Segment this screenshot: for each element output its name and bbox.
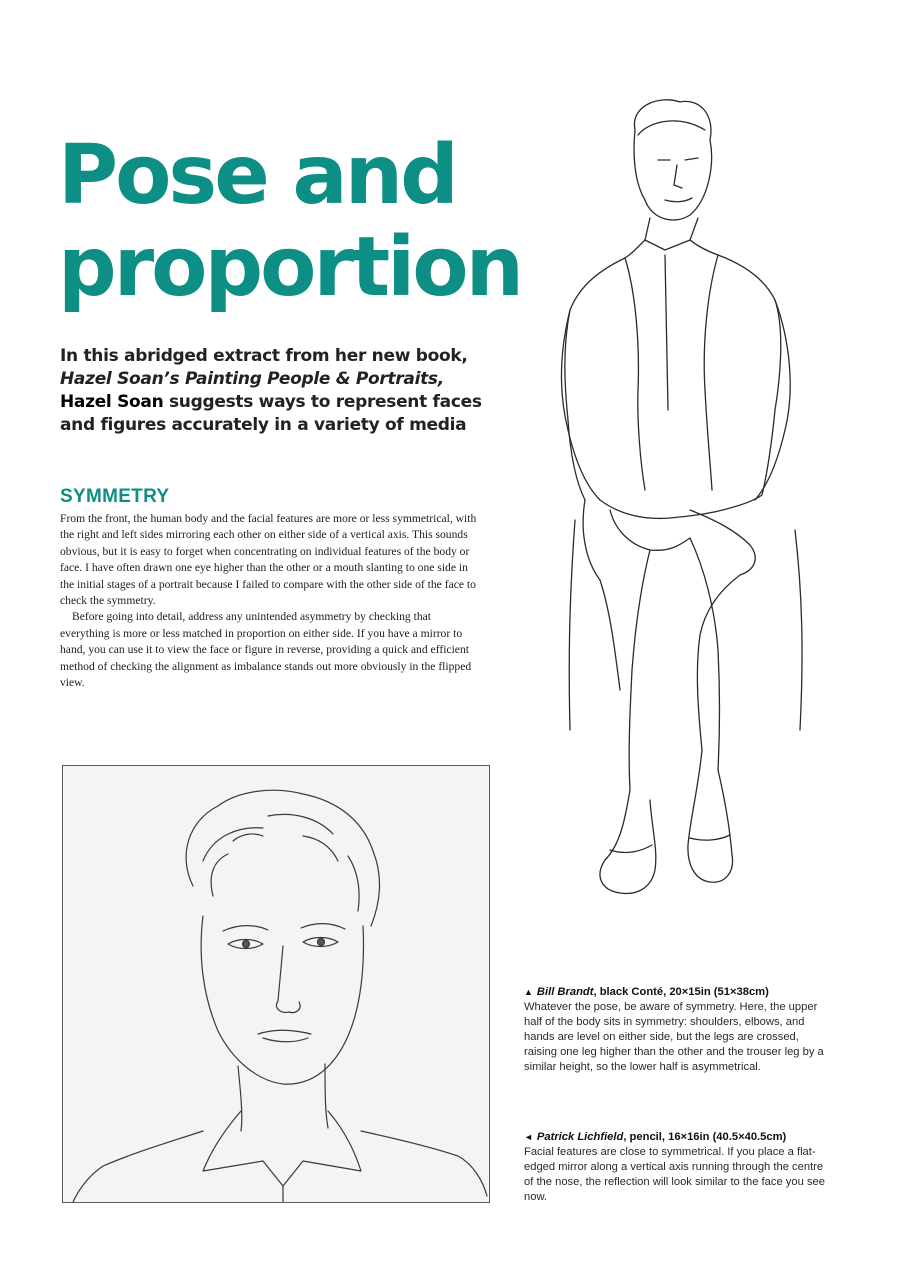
caption-text: Whatever the pose, be aware of symmetry. Here, the upper half of the body sits in symmetry: shoulders, elbows, and hands are level on either side, but the legs are crossed, raising one leg higher than the other and the trouser leg by a similar height, so the lower half is asymmetrical. xyxy=(524,1001,824,1073)
book-title: Hazel Soan’s Painting People & Portraits, xyxy=(60,369,444,389)
body-paragraph: From the front, the human body and the facial features are more or less symmetrical, with the right and left sides mirroring each other on either side of a vertical axis. This sounds obvious, but it is easy to forget when concentrating on individual features of the body or face. I have often drawn one eye higher than the other or a mouth slanting to one side in the initial stages of a portrait because I failed to compare with the other side of the face to check the symmetry. xyxy=(60,512,477,608)
seated-figure-sketch xyxy=(540,90,840,950)
standfirst-intro: In this abridged extract from her new book, xyxy=(60,346,468,366)
author-name: Hazel Soan xyxy=(60,392,164,412)
caption-arrow-left-icon: ◄ xyxy=(524,1132,533,1142)
caption-sitter: Bill Brandt xyxy=(536,986,594,998)
title-line-1: Pose and xyxy=(58,128,456,223)
caption-details: , black Conté, 20×15in (51×38cm) xyxy=(593,986,769,998)
body-paragraph: Before going into detail, address any unintended asymmetry by checking that everything is more or less matched in proportion on either side. If you have a mirror to hand, you can use it to view the face or figure in reverse, providing a quick and efficient method of checking the alignment as imbalance stands out more obviously in the flipped view. xyxy=(60,610,472,690)
standfirst xyxy=(60,345,490,437)
caption-heading xyxy=(524,985,834,1000)
body-text xyxy=(60,511,480,691)
section-heading: SYMMETRY xyxy=(60,486,170,507)
title-line-2: proportion xyxy=(58,220,521,315)
caption-heading xyxy=(524,1130,834,1145)
caption-arrow-up-icon: ▲ xyxy=(524,987,533,997)
caption-text: Facial features are close to symmetrical. If you place a flat-edged mirror along a vertical axis running through the centre of the nose, the reflection will look similar to the face you see now. xyxy=(524,1146,825,1203)
caption-details: , pencil, 16×16in (40.5×40.5cm) xyxy=(623,1131,787,1143)
article-title xyxy=(58,130,558,314)
standfirst-rest: suggests ways to represent faces and figures accurately in a variety of media xyxy=(60,392,482,435)
portrait-sketch xyxy=(63,766,489,1202)
caption-patrick-lichfield xyxy=(524,1130,834,1205)
caption-sitter: Patrick Lichfield xyxy=(536,1131,624,1143)
portrait-sketch-frame xyxy=(62,765,490,1203)
caption-bill-brandt xyxy=(524,985,834,1075)
